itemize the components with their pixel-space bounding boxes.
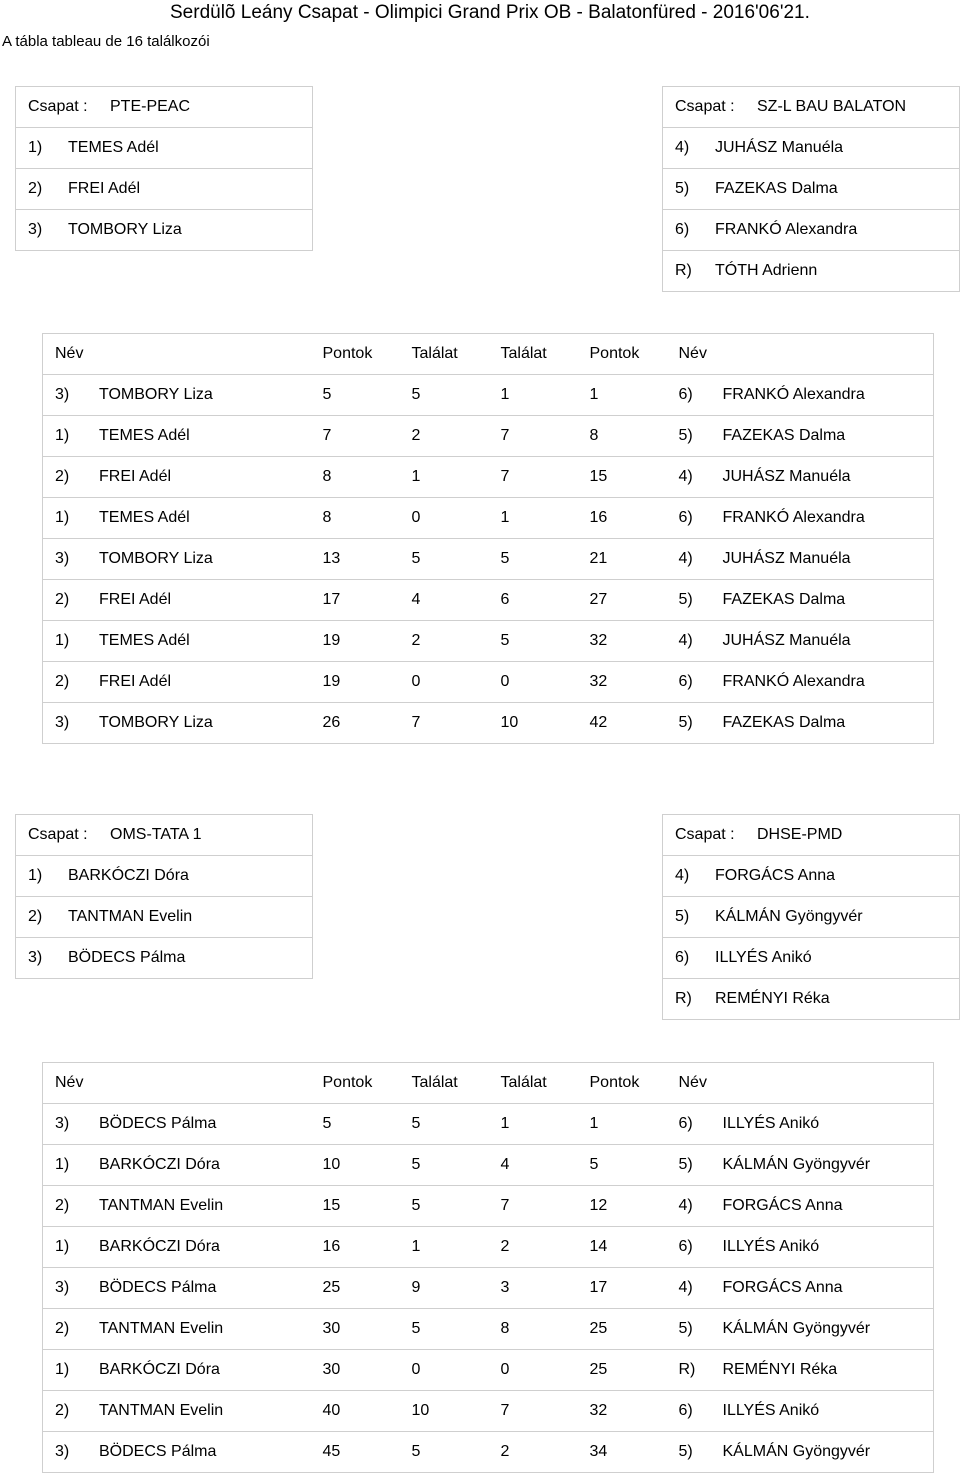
right-team-table	[662, 86, 960, 292]
right-fencer-number: 4)	[678, 1197, 693, 1214]
left-points: 8	[311, 498, 400, 539]
right-fencer-cell	[667, 539, 934, 580]
bout-row	[43, 1145, 934, 1186]
team-header-row	[16, 815, 313, 856]
left-fencer-name: TOMBORY Liza	[99, 714, 213, 731]
player-row	[16, 897, 313, 938]
left-fencer-number: 2)	[55, 591, 70, 608]
right-points: 25	[578, 1309, 667, 1350]
team-header-row	[16, 87, 313, 128]
right-touches: 7	[489, 1391, 578, 1432]
player-cell	[663, 210, 960, 251]
player-row	[663, 979, 960, 1020]
results-header-row	[43, 1063, 934, 1104]
left-fencer-cell	[43, 703, 311, 744]
left-touches: 5	[400, 539, 489, 580]
left-team-table	[15, 86, 313, 251]
left-fencer-cell	[43, 457, 311, 498]
left-touches: 0	[400, 662, 489, 703]
right-points: 1	[578, 375, 667, 416]
left-fencer-cell	[43, 621, 311, 662]
right-fencer-cell	[667, 457, 934, 498]
right-fencer-cell	[667, 375, 934, 416]
left-fencer-number: 3)	[55, 386, 70, 403]
left-points: 26	[311, 703, 400, 744]
player-name: FORGÁCS Anna	[715, 867, 836, 884]
right-fencer-cell	[667, 1186, 934, 1227]
right-fencer-cell	[667, 703, 934, 744]
left-fencer-number: 1)	[55, 1238, 70, 1255]
left-touches: 7	[400, 703, 489, 744]
left-touches: 5	[400, 1145, 489, 1186]
right-fencer-number: 5)	[678, 1156, 693, 1173]
team-label: Csapat :	[675, 826, 735, 843]
left-points: 5	[311, 375, 400, 416]
left-touches: 5	[400, 1432, 489, 1473]
right-fencer-cell	[667, 621, 934, 662]
right-fencer-name: JUHÁSZ Manuéla	[722, 468, 851, 485]
right-touches: 7	[489, 416, 578, 457]
bout-row	[43, 498, 934, 539]
right-fencer-number: 4)	[678, 550, 693, 567]
right-points: 12	[578, 1186, 667, 1227]
left-fencer-name: TANTMAN Evelin	[99, 1320, 224, 1337]
team-label: Csapat :	[28, 98, 88, 115]
player-cell	[663, 169, 960, 210]
column-header: Pontok	[578, 1063, 667, 1104]
left-fencer-name: TOMBORY Liza	[99, 550, 213, 567]
right-points: 21	[578, 539, 667, 580]
left-fencer-cell	[43, 1227, 311, 1268]
right-fencer-name: FAZEKAS Dalma	[722, 714, 846, 731]
right-points: 32	[578, 662, 667, 703]
left-fencer-name: TEMES Adél	[99, 509, 190, 526]
team-header-cell	[663, 815, 960, 856]
right-fencer-name: FRANKÓ Alexandra	[722, 673, 865, 690]
left-fencer-number: 2)	[55, 1402, 70, 1419]
player-name: BARKÓCZI Dóra	[68, 867, 189, 884]
team-label: Csapat :	[28, 826, 88, 843]
bout-row	[43, 1432, 934, 1473]
right-fencer-name: ILLYÉS Anikó	[722, 1238, 820, 1255]
player-number: 3)	[28, 221, 43, 238]
bout-row	[43, 621, 934, 662]
right-points: 1	[578, 1104, 667, 1145]
player-row	[16, 938, 313, 979]
left-touches: 4	[400, 580, 489, 621]
right-points: 5	[578, 1145, 667, 1186]
right-fencer-number: 6)	[678, 1115, 693, 1132]
player-name: TOMBORY Liza	[68, 221, 182, 238]
page-title: Serdülõ Leány Csapat - Olimpici Grand Prix OB - Balatonfüred - 2016'06'21.	[170, 2, 810, 23]
team-header-cell	[663, 87, 960, 128]
left-fencer-number: 1)	[55, 427, 70, 444]
left-fencer-number: 1)	[55, 1361, 70, 1378]
left-fencer-cell	[43, 1104, 311, 1145]
right-fencer-cell	[667, 498, 934, 539]
right-fencer-number: 6)	[678, 1238, 693, 1255]
player-cell	[663, 979, 960, 1020]
right-points: 15	[578, 457, 667, 498]
bout-row	[43, 539, 934, 580]
right-points: 42	[578, 703, 667, 744]
player-cell	[663, 251, 960, 292]
bout-row	[43, 375, 934, 416]
column-header: Név	[43, 334, 311, 375]
left-fencer-name: BARKÓCZI Dóra	[99, 1156, 220, 1173]
player-number: 5)	[675, 180, 690, 197]
right-fencer-number: 6)	[678, 1402, 693, 1419]
right-fencer-number: 5)	[678, 427, 693, 444]
left-fencer-number: 3)	[55, 550, 70, 567]
right-points: 32	[578, 621, 667, 662]
player-number: 2)	[28, 180, 43, 197]
right-fencer-number: 6)	[678, 673, 693, 690]
player-number: 4)	[675, 139, 690, 156]
player-number: R)	[675, 990, 692, 1007]
left-fencer-cell	[43, 416, 311, 457]
player-cell	[663, 856, 960, 897]
player-row	[663, 128, 960, 169]
player-name: JUHÁSZ Manuéla	[715, 139, 844, 156]
player-name: FREI Adél	[68, 180, 141, 197]
left-points: 8	[311, 457, 400, 498]
column-header: Név	[667, 334, 934, 375]
left-points: 15	[311, 1186, 400, 1227]
left-points: 30	[311, 1309, 400, 1350]
left-fencer-name: BARKÓCZI Dóra	[99, 1238, 220, 1255]
player-row	[16, 128, 313, 169]
team-name: DHSE-PMD	[757, 826, 843, 843]
bout-row	[43, 1391, 934, 1432]
left-fencer-number: 2)	[55, 1320, 70, 1337]
player-name: ILLYÉS Anikó	[715, 949, 812, 966]
left-fencer-number: 1)	[55, 509, 70, 526]
right-points: 25	[578, 1350, 667, 1391]
player-cell	[663, 938, 960, 979]
player-cell	[16, 897, 313, 938]
right-touches: 8	[489, 1309, 578, 1350]
right-fencer-cell	[667, 1309, 934, 1350]
right-fencer-number: 4)	[678, 1279, 693, 1296]
right-touches: 5	[489, 621, 578, 662]
left-fencer-name: FREI Adél	[99, 468, 172, 485]
right-touches: 5	[489, 539, 578, 580]
team-name: PTE-PEAC	[110, 98, 191, 115]
player-name: TEMES Adél	[68, 139, 159, 156]
right-touches: 6	[489, 580, 578, 621]
right-fencer-name: FORGÁCS Anna	[722, 1197, 843, 1214]
left-fencer-name: BÖDECS Pálma	[99, 1443, 217, 1460]
team-header-row	[663, 815, 960, 856]
left-fencer-name: TEMES Adél	[99, 427, 190, 444]
right-touches: 1	[489, 1104, 578, 1145]
right-fencer-name: FAZEKAS Dalma	[722, 427, 846, 444]
column-header: Találat	[489, 1063, 578, 1104]
column-header: Találat	[489, 334, 578, 375]
left-points: 25	[311, 1268, 400, 1309]
player-name: FRANKÓ Alexandra	[715, 221, 858, 238]
player-cell	[16, 128, 313, 169]
left-touches: 1	[400, 457, 489, 498]
right-fencer-name: FORGÁCS Anna	[722, 1279, 843, 1296]
player-name: TANTMAN Evelin	[68, 908, 193, 925]
column-header: Pontok	[311, 1063, 400, 1104]
right-touches: 3	[489, 1268, 578, 1309]
left-fencer-name: TEMES Adél	[99, 632, 190, 649]
left-touches: 9	[400, 1268, 489, 1309]
bout-row	[43, 1227, 934, 1268]
player-cell	[663, 128, 960, 169]
left-touches: 0	[400, 1350, 489, 1391]
player-row	[16, 169, 313, 210]
left-touches: 5	[400, 1104, 489, 1145]
column-header: Találat	[400, 1063, 489, 1104]
player-number: 5)	[675, 908, 690, 925]
left-fencer-cell	[43, 1432, 311, 1473]
page-subtitle: A tábla tableau de 16 találkozói	[2, 33, 210, 50]
team-header-row	[663, 87, 960, 128]
left-touches: 5	[400, 1309, 489, 1350]
left-fencer-name: BÖDECS Pálma	[99, 1115, 217, 1132]
right-fencer-name: FRANKÓ Alexandra	[722, 386, 865, 403]
team-header-cell	[16, 87, 313, 128]
left-fencer-number: 3)	[55, 1443, 70, 1460]
left-fencer-cell	[43, 1391, 311, 1432]
right-fencer-cell	[667, 416, 934, 457]
right-fencer-cell	[667, 1350, 934, 1391]
left-points: 19	[311, 621, 400, 662]
right-points: 8	[578, 416, 667, 457]
player-row	[663, 856, 960, 897]
player-name: TÓTH Adrienn	[715, 262, 818, 279]
player-number: 1)	[28, 867, 43, 884]
right-fencer-cell	[667, 1391, 934, 1432]
right-touches: 0	[489, 662, 578, 703]
left-fencer-name: FREI Adél	[99, 591, 172, 608]
right-fencer-number: 5)	[678, 591, 693, 608]
bout-row	[43, 416, 934, 457]
right-touches: 4	[489, 1145, 578, 1186]
left-fencer-number: 1)	[55, 1156, 70, 1173]
left-fencer-name: BÖDECS Pálma	[99, 1279, 217, 1296]
player-name: FAZEKAS Dalma	[715, 180, 838, 197]
player-number: 1)	[28, 139, 43, 156]
left-points: 10	[311, 1145, 400, 1186]
column-header: Találat	[400, 334, 489, 375]
bout-row	[43, 580, 934, 621]
right-fencer-number: 4)	[678, 468, 693, 485]
left-touches: 5	[400, 375, 489, 416]
right-fencer-number: 6)	[678, 509, 693, 526]
player-row	[663, 897, 960, 938]
left-fencer-cell	[43, 1309, 311, 1350]
right-fencer-name: FAZEKAS Dalma	[722, 591, 846, 608]
player-name: REMÉNYI Réka	[715, 990, 830, 1007]
left-fencer-name: TOMBORY Liza	[99, 386, 213, 403]
team-name: OMS-TATA 1	[110, 826, 202, 843]
left-fencer-cell	[43, 580, 311, 621]
right-fencer-name: FRANKÓ Alexandra	[722, 509, 865, 526]
results-header-row	[43, 334, 934, 375]
left-fencer-cell	[43, 498, 311, 539]
right-fencer-number: 5)	[678, 1320, 693, 1337]
right-points: 17	[578, 1268, 667, 1309]
team-header-cell	[16, 815, 313, 856]
left-touches: 1	[400, 1227, 489, 1268]
column-header: Pontok	[578, 334, 667, 375]
right-fencer-name: JUHÁSZ Manuéla	[722, 550, 851, 567]
left-points: 7	[311, 416, 400, 457]
left-fencer-number: 3)	[55, 1115, 70, 1132]
left-fencer-name: TANTMAN Evelin	[99, 1197, 224, 1214]
left-fencer-name: TANTMAN Evelin	[99, 1402, 224, 1419]
bout-row	[43, 1350, 934, 1391]
right-fencer-number: R)	[678, 1361, 696, 1378]
right-fencer-cell	[667, 1227, 934, 1268]
left-touches: 2	[400, 416, 489, 457]
right-fencer-cell	[667, 1432, 934, 1473]
right-touches: 10	[489, 703, 578, 744]
left-points: 5	[311, 1104, 400, 1145]
column-header: Név	[667, 1063, 934, 1104]
left-touches: 0	[400, 498, 489, 539]
left-fencer-cell	[43, 375, 311, 416]
left-points: 40	[311, 1391, 400, 1432]
right-touches: 7	[489, 1186, 578, 1227]
left-points: 45	[311, 1432, 400, 1473]
player-cell	[663, 897, 960, 938]
left-fencer-name: FREI Adél	[99, 673, 172, 690]
right-fencer-name: JUHÁSZ Manuéla	[722, 632, 851, 649]
right-touches: 1	[489, 375, 578, 416]
right-touches: 2	[489, 1227, 578, 1268]
player-row	[663, 169, 960, 210]
left-fencer-number: 2)	[55, 1197, 70, 1214]
left-fencer-cell	[43, 1145, 311, 1186]
left-points: 19	[311, 662, 400, 703]
player-cell	[16, 938, 313, 979]
player-number: 6)	[675, 949, 690, 966]
column-header: Pontok	[311, 334, 400, 375]
right-team-table	[662, 814, 960, 1020]
bout-row	[43, 1268, 934, 1309]
bout-row	[43, 1186, 934, 1227]
player-number: 3)	[28, 949, 43, 966]
left-points: 17	[311, 580, 400, 621]
left-team-table	[15, 814, 313, 979]
right-fencer-cell	[667, 1145, 934, 1186]
left-fencer-cell	[43, 662, 311, 703]
left-fencer-cell	[43, 1350, 311, 1391]
player-row	[663, 251, 960, 292]
player-number: 4)	[675, 867, 690, 884]
right-fencer-name: ILLYÉS Anikó	[722, 1115, 820, 1132]
right-fencer-cell	[667, 1268, 934, 1309]
right-points: 34	[578, 1432, 667, 1473]
left-points: 16	[311, 1227, 400, 1268]
left-touches: 2	[400, 621, 489, 662]
right-touches: 2	[489, 1432, 578, 1473]
team-label: Csapat :	[675, 98, 735, 115]
player-cell	[16, 210, 313, 251]
right-fencer-name: KÁLMÁN Gyöngyvér	[722, 1443, 871, 1460]
right-fencer-name: ILLYÉS Anikó	[722, 1402, 820, 1419]
player-row	[663, 938, 960, 979]
right-fencer-name: KÁLMÁN Gyöngyvér	[722, 1156, 871, 1173]
left-fencer-cell	[43, 1268, 311, 1309]
right-fencer-number: 5)	[678, 1443, 693, 1460]
player-name: KÁLMÁN Gyöngyvér	[715, 908, 863, 925]
bout-row	[43, 1104, 934, 1145]
player-cell	[16, 169, 313, 210]
results-table	[42, 1062, 934, 1473]
right-fencer-cell	[667, 662, 934, 703]
left-fencer-number: 3)	[55, 1279, 70, 1296]
right-points: 27	[578, 580, 667, 621]
right-touches: 0	[489, 1350, 578, 1391]
right-touches: 7	[489, 457, 578, 498]
right-touches: 1	[489, 498, 578, 539]
left-fencer-name: BARKÓCZI Dóra	[99, 1361, 220, 1378]
left-fencer-number: 3)	[55, 714, 70, 731]
player-number: 6)	[675, 221, 690, 238]
right-points: 32	[578, 1391, 667, 1432]
results-table	[42, 333, 934, 744]
left-fencer-cell	[43, 539, 311, 580]
team-name: SZ-L BAU BALATON	[757, 98, 907, 115]
player-cell	[16, 856, 313, 897]
bout-row	[43, 662, 934, 703]
player-number: R)	[675, 262, 692, 279]
bout-row	[43, 1309, 934, 1350]
right-points: 14	[578, 1227, 667, 1268]
left-fencer-number: 2)	[55, 468, 70, 485]
left-fencer-number: 1)	[55, 632, 70, 649]
player-name: BÖDECS Pálma	[68, 949, 186, 966]
player-row	[16, 856, 313, 897]
right-fencer-number: 6)	[678, 386, 693, 403]
column-header: Név	[43, 1063, 311, 1104]
right-fencer-name: REMÉNYI Réka	[722, 1361, 838, 1378]
right-fencer-number: 5)	[678, 714, 693, 731]
left-points: 13	[311, 539, 400, 580]
player-number: 2)	[28, 908, 43, 925]
bout-row	[43, 457, 934, 498]
right-points: 16	[578, 498, 667, 539]
right-fencer-cell	[667, 580, 934, 621]
left-points: 30	[311, 1350, 400, 1391]
left-touches: 5	[400, 1186, 489, 1227]
right-fencer-name: KÁLMÁN Gyöngyvér	[722, 1320, 871, 1337]
bout-row	[43, 703, 934, 744]
left-fencer-number: 2)	[55, 673, 70, 690]
player-row	[16, 210, 313, 251]
right-fencer-number: 4)	[678, 632, 693, 649]
right-fencer-cell	[667, 1104, 934, 1145]
player-row	[663, 210, 960, 251]
left-fencer-cell	[43, 1186, 311, 1227]
left-touches: 10	[400, 1391, 489, 1432]
